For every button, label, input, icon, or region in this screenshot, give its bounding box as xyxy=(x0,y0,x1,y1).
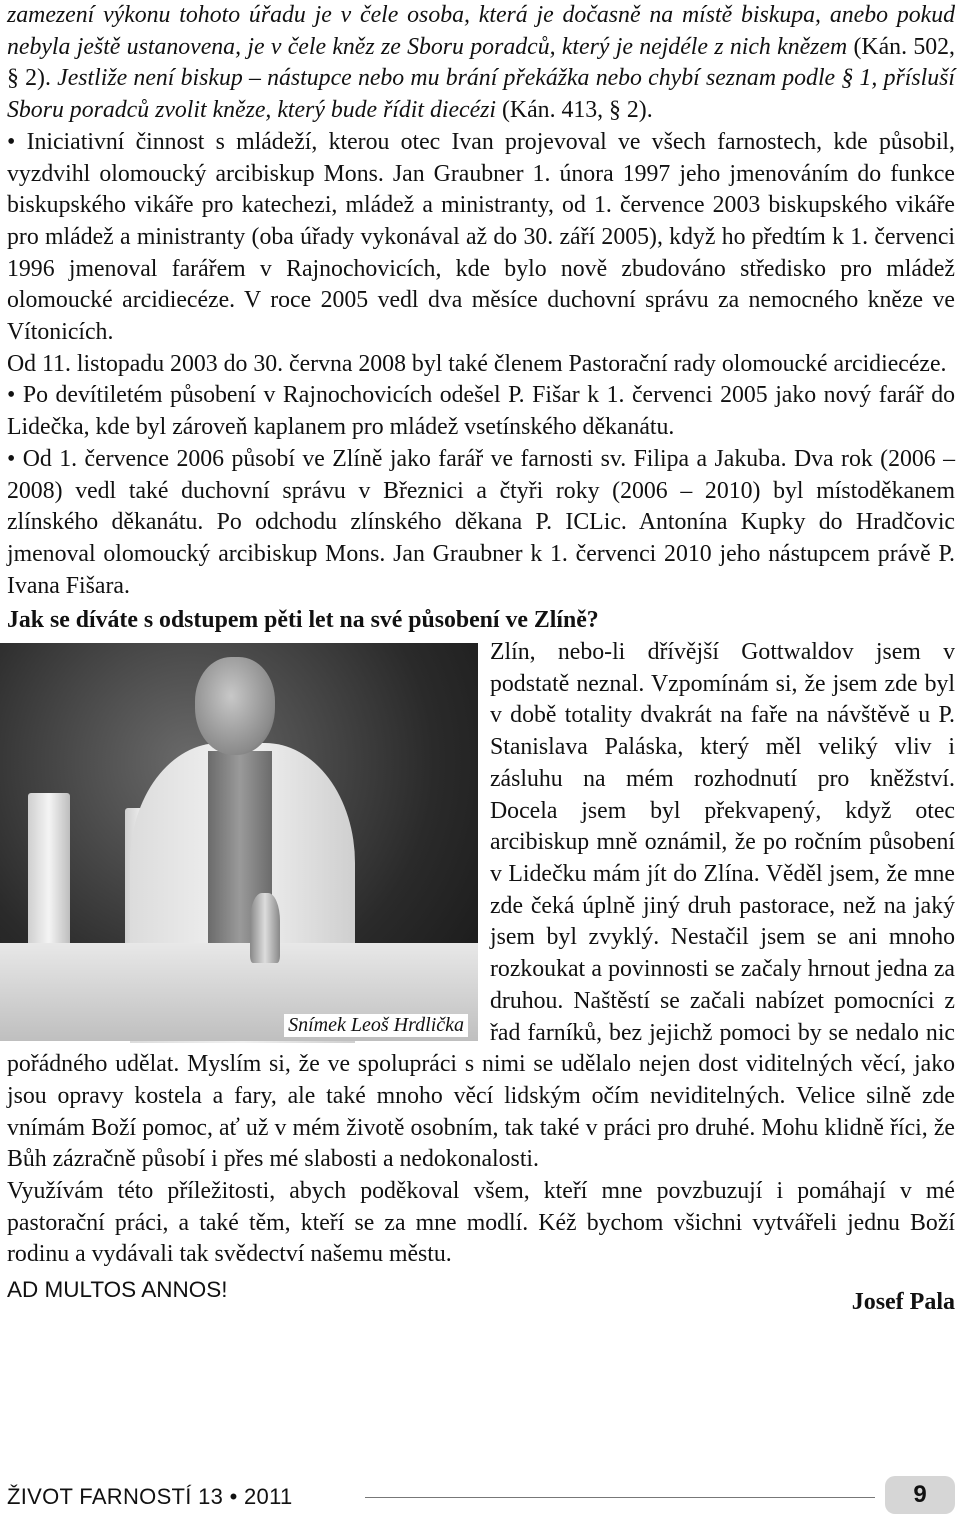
pastoral-council-paragraph: Od 11. listopadu 2003 do 30. června 2008 byl také členem Pastorační rady olomoucké arcidiecéze. xyxy=(7,350,947,377)
thanks-paragraph: Využívám této příležitosti, abych poděkoval všem, kteří mne povzbuzují i pomáhají v mé pastorační práci, a také těm, kteří se za mne modlí. Kéž bychom všichni vytvářeli jednu Boží rodinu a vydávali tak svědectví našemu městu. xyxy=(7,1178,955,1268)
closing-greeting: AD MULTOS ANNOS! xyxy=(7,1277,228,1303)
bullet-lidecko: • Po devítiletém působení v Rajnochovicích odešel P. Fišar k 1. červenci 2005 jako nový farář do Lidečka, kde byl zároveň kaplanem pro mládež vsetínského děkanátu. xyxy=(7,382,955,441)
page-number-badge xyxy=(885,1476,955,1514)
priest-photo xyxy=(0,643,478,1041)
intro-italic-2: Jestliže není biskup – nástupce nebo mu brání překážka nebo chybí seznam podle § 1, přísluší Sboru poradců zvolit kněze, který bude řídit diecézi xyxy=(7,65,955,124)
bullet-zlin: • Od 1. července 2006 působí ve Zlíně jako farář ve farnosti sv. Filipa a Jakuba. Dva rok (2006 – 2008) vedl také duchovní správu v Březnici a čtyři roky (2006 – 2010) byl místoděkanem zlínského děkanátu. Po odchodu zlínského děkana P. ICLic. Antonína Kupky do Hradčovic jmenoval olomoucký arcibiskup Mons. Jan Graubner k 1. červenci 2010 jeho nástupcem právě P. Ivana Fišara. xyxy=(7,445,955,599)
article-page xyxy=(7,0,955,1323)
footer-rule xyxy=(365,1497,875,1498)
intro-paragraph xyxy=(7,0,955,127)
interview-question: Jak se díváte s odstupem pěti let na své působení ve Zlíně? xyxy=(7,607,599,634)
closing-row xyxy=(7,1275,955,1323)
intro-italic-1: zamezení výkonu tohoto úřadu je v čele osoba, která je dočasně na místě biskupa, anebo pokud nebyla ještě ustanovena, je v čele kněz ze Sboru poradců, který je nejdéle z nich knězem xyxy=(7,2,955,60)
intro-ref-1: (Kán. 502, § 2). xyxy=(7,33,955,92)
bullet-youth-activity: • Iniciativní činnost s mládeží, kterou otec Ivan projevoval ve všech farnostech, kde působil, vyzdvihl olomoucký arcibiskup Mons. Jan Graubner 1. února 1997 jeho jmenováním do funkce biskupského vikáře pro katechezi, mládež a ministranty, od 1. července 2003 biskupského vikáře pro mládež a ministranty (oba úřady vykonával až do 30. září 2005), když ho předtím k 1. červenci 1996 jmenoval farářem v Rajnochovicích, kde bylo nově zbudováno středisko pro mládež olomoucké arcidiecéze. V roce 2005 vedl dva měsíce duchovní správu za nemocného kněze ve Vítonicích. xyxy=(7,128,955,346)
page-number: 9 xyxy=(913,1481,927,1508)
author-name: Josef Pala xyxy=(851,1289,955,1316)
intro-ref-2: (Kán. 413, § 2). xyxy=(496,97,653,124)
publication-title: ŽIVOT FARNOSTÍ 13 • 2011 xyxy=(7,1484,293,1509)
page-footer xyxy=(7,1476,955,1516)
interview-answer: Zlín, nebo-li dřívější Gottwaldov jsem v podstatě neznal. Vzpomínám si, že jsem zde byl v době totality dvakrát na faře na návštěvě u P. Stanislava Paláska, který měl veliký vliv i zásluhu na mém rozhodnutí pro kněžství. Docela jsem byl překvapený, když otec arcibiskup mně oznámil, že po ročním působení v Lidečku mám jít do Zlína. Věděl jsem, že mne zde čeká úplně jiný druh pastorace, než na jaký jsem byl zvyklý. Nestačil jsem se ani mnoho rozkoukat a povinnosti se začaly hrnout jedna za druhou. Naštěstí se začali nabízet pomocníci z řad farníků, bez jejichž pomoci by se nedalo nic pořádného udělat. Myslím si, že ve spolupráci s nimi se udělalo nejen dost viditelných věcí, jako jsou opravy kostela a fary, ale také mnoho věcí lidským očím neviditelných. Velice silně zde vnímám Boží pomoc, ať už v mém životě osobním, tak také v práci pro druhé. Mohu klidně říci, že Bůh zázračně působí i přes mé slabosti a nedokonalosti. xyxy=(7,639,955,1173)
photo-caption: Snímek Leoš Hrdlička xyxy=(284,1014,468,1037)
